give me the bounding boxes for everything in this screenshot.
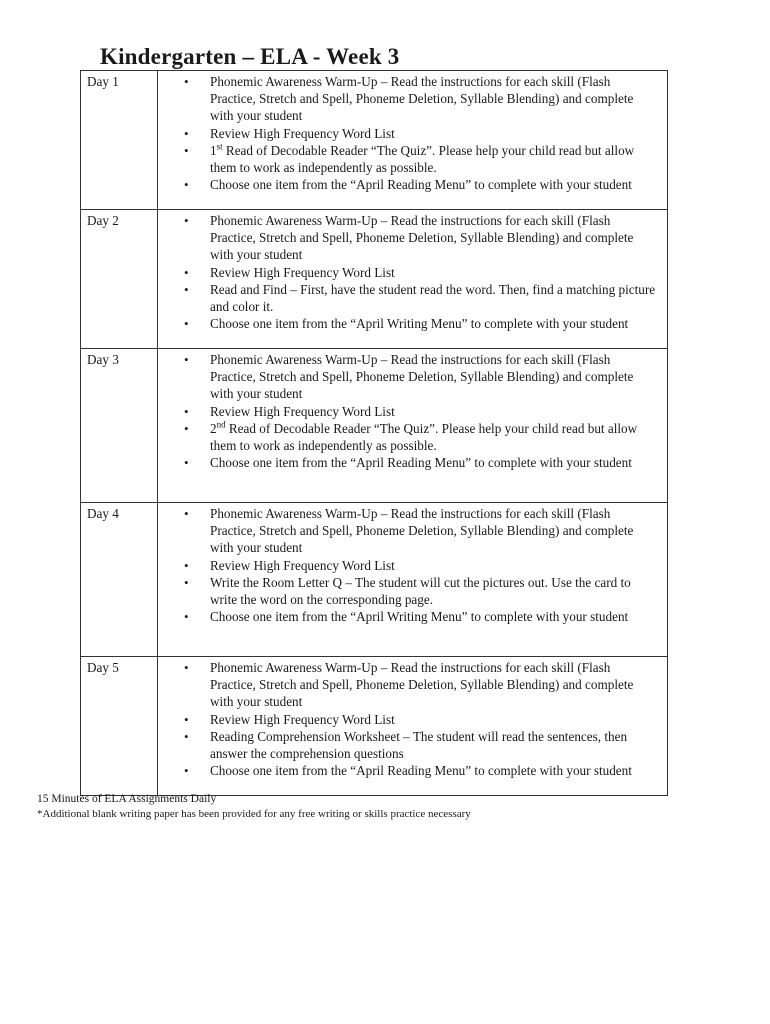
list-item: • Choose one item from the “April Reading Menu” to complete with your student [210, 454, 659, 471]
task-list [158, 212, 659, 332]
list-item: • Choose one item from the “April Writing Menu” to complete with your student [210, 608, 659, 625]
task-text: Read of Decodable Reader “The Quiz”. Please help your child read but allow them to work as independently as possible. [210, 142, 635, 176]
table-row [81, 349, 668, 503]
table-row [81, 71, 668, 210]
day-label: Day 3 [81, 349, 158, 503]
task-list [158, 505, 659, 625]
table-row [81, 210, 668, 349]
task-list [158, 73, 659, 193]
task-cell [158, 503, 668, 657]
task-cell [158, 349, 668, 503]
list-item: • Phonemic Awareness Warm-Up – Read the instructions for each skill (Flash Practice, Stretch and Spell, Phoneme Deletion, Syllable Blending) and complete with your student [210, 659, 659, 711]
list-item [210, 420, 659, 454]
daily-minutes-note: 15 Minutes of ELA Assignments Daily [37, 793, 217, 805]
page-title: Kindergarten – ELA - Week 3 [100, 44, 400, 69]
list-item: • Phonemic Awareness Warm-Up – Read the instructions for each skill (Flash Practice, Stretch and Spell, Phoneme Deletion, Syllable Blending) and complete with your student [210, 505, 659, 557]
list-item: • Review High Frequency Word List [210, 711, 659, 728]
day-label: Day 5 [81, 657, 158, 796]
table-row [81, 657, 668, 796]
task-text: Read of Decodable Reader “The Quiz”. Please help your child read but allow them to work as independently as possible. [210, 420, 638, 454]
task-cell [158, 657, 668, 796]
ordinal-number: 1 [210, 142, 217, 158]
list-item: • Phonemic Awareness Warm-Up – Read the instructions for each skill (Flash Practice, Stretch and Spell, Phoneme Deletion, Syllable Blending) and complete with your student [210, 212, 659, 264]
list-item: • Phonemic Awareness Warm-Up – Read the instructions for each skill (Flash Practice, Stretch and Spell, Phoneme Deletion, Syllable Blending) and complete with your student [210, 351, 659, 403]
list-item: • Review High Frequency Word List [210, 125, 659, 142]
list-item: • Choose one item from the “April Reading Menu” to complete with your student [210, 762, 659, 779]
task-list [158, 351, 659, 471]
ordinal-number: 2 [210, 420, 217, 436]
list-item: • Phonemic Awareness Warm-Up – Read the instructions for each skill (Flash Practice, Stretch and Spell, Phoneme Deletion, Syllable Blending) and complete with your student [210, 73, 659, 125]
list-item: • Choose one item from the “April Writing Menu” to complete with your student [210, 315, 659, 332]
list-item: • Write the Room Letter Q – The student will cut the pictures out. Use the card to write the word on the corresponding page. [210, 574, 659, 608]
ordinal-suffix: nd [216, 419, 226, 430]
task-cell [158, 210, 668, 349]
list-item: • Read and Find – First, have the student read the word. Then, find a matching picture and color it. [210, 281, 659, 315]
ordinal-suffix: st [216, 141, 223, 152]
writing-paper-note: *Additional blank writing paper has been provided for any free writing or skills practice necessary [37, 808, 471, 820]
list-item: • Review High Frequency Word List [210, 557, 659, 574]
task-list [158, 659, 659, 779]
weekly-plan-table [80, 70, 668, 796]
list-item [210, 142, 659, 176]
list-item: • Review High Frequency Word List [210, 403, 659, 420]
list-item: • Choose one item from the “April Reading Menu” to complete with your student [210, 176, 659, 193]
day-label: Day 2 [81, 210, 158, 349]
day-label: Day 1 [81, 71, 158, 210]
list-item: • Review High Frequency Word List [210, 264, 659, 281]
day-label: Day 4 [81, 503, 158, 657]
list-item: • Reading Comprehension Worksheet – The student will read the sentences, then answer the comprehension questions [210, 728, 659, 762]
task-cell [158, 71, 668, 210]
table-row [81, 503, 668, 657]
